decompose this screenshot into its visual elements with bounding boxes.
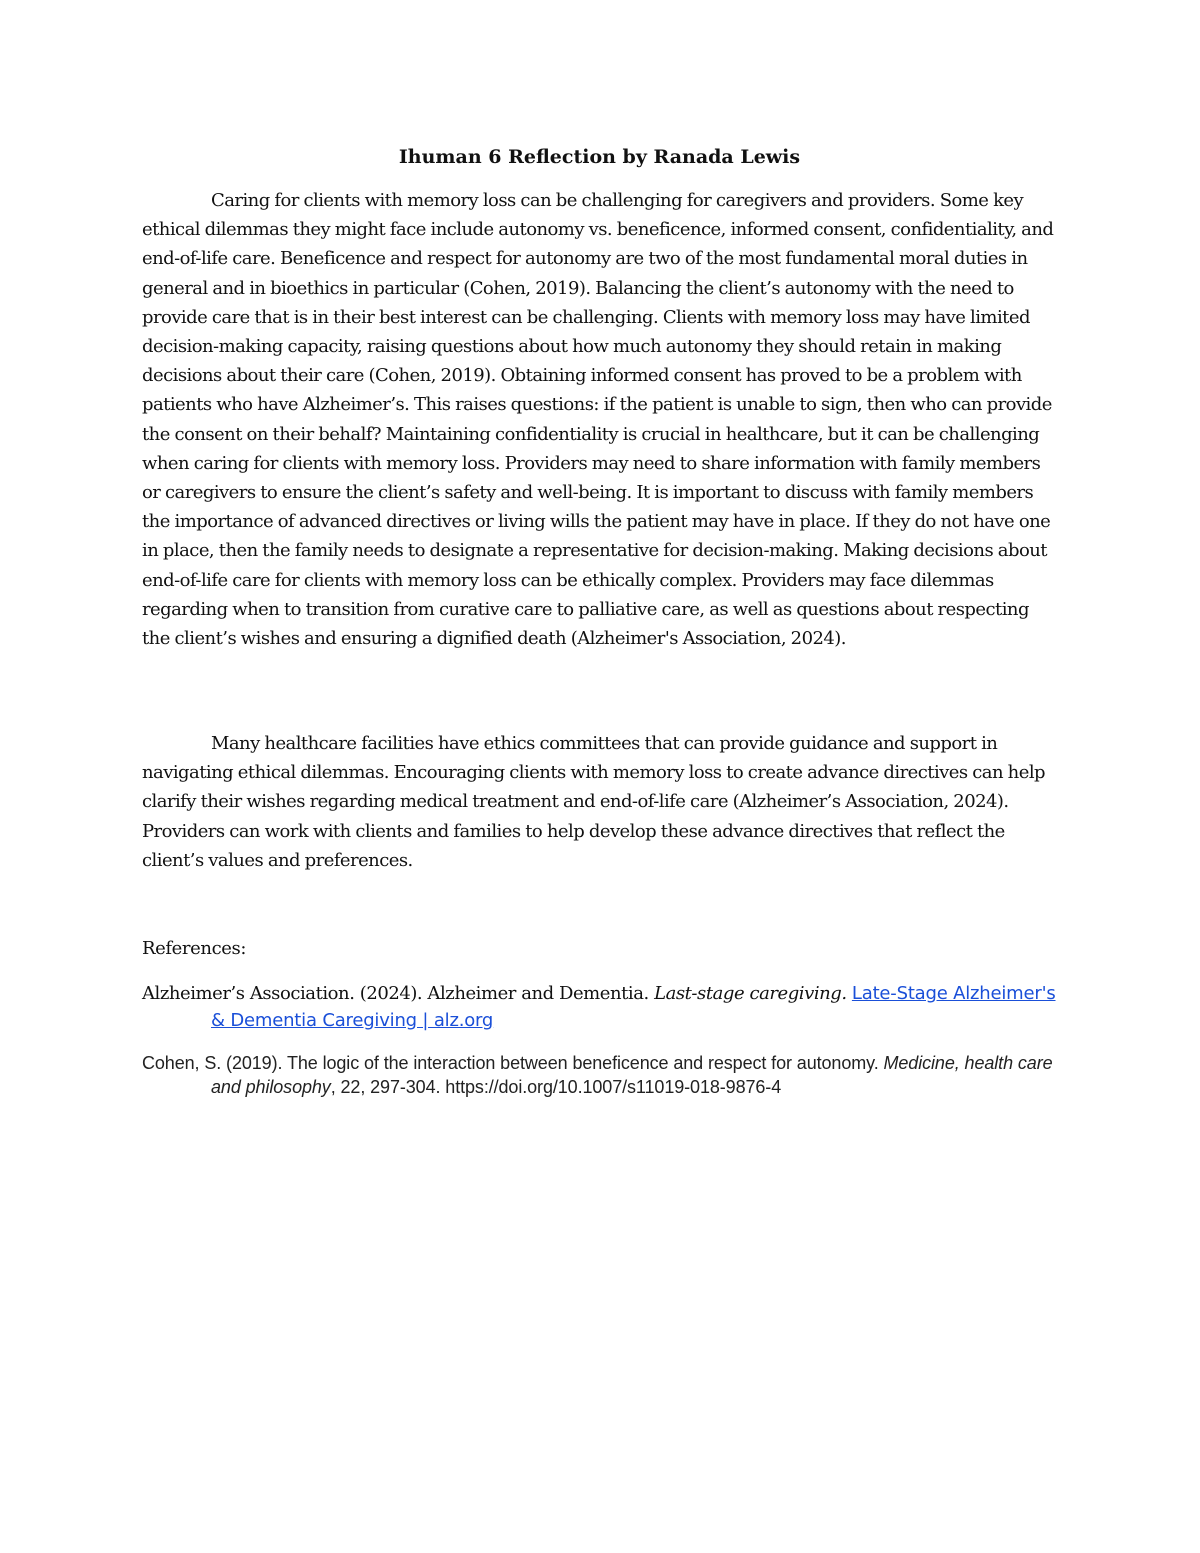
- reference-1-link[interactable]: Late-Stage Alzheimer's & Dementia Caregiving | alz.org: [211, 983, 1056, 1031]
- document-title: Ihuman 6 Reflection by Ranada Lewis: [398, 146, 801, 168]
- reference-entry-1: [142, 980, 1057, 1034]
- reference-2-citation: Cohen, S. (2019). The logic of the interaction between beneficence and respect for autonomy.: [142, 1053, 884, 1073]
- reference-2-details: , 22, 297-304. https://doi.org/10.1007/s11019-018-9876-4: [330, 1077, 782, 1097]
- references-heading: References:: [142, 938, 247, 959]
- reference-entry-2: [142, 1051, 1057, 1099]
- body-paragraph-2: Many healthcare facilities have ethics committees that can provide guidance and support in navigating ethical dilemmas. Encouraging clients with memory loss to create advance directives can help clarify their wishes regarding medical treatment and end-of-life care (Alzheimer’s Association, 2024). Providers can work with clients and families to help develop these advance directives that reflect the client’s values and preferences.: [142, 733, 1046, 871]
- reference-1-citation: Alzheimer’s Association. (2024). Alzheimer and Dementia.: [142, 983, 655, 1004]
- body-paragraph-1: Caring for clients with memory loss can be challenging for caregivers and providers. Some key ethical dilemmas they might face include autonomy vs. beneficence, informed consent, confidentiality, and end-of-life care. Beneficence and respect for autonomy are two of the most fundamental moral duties in general and in bioethics in particular (Cohen, 2019). Balancing the client’s autonomy with the need to provide care that is in their best interest can be challenging. Clients with memory loss may have limited decision-making capacity, raising questions about how much autonomy they should retain in making decisions about their care (Cohen, 2019). Obtaining informed consent has proved to be a problem with patients who have Alzheimer’s. This raises questions: if the patient is unable to sign, then who can provide the consent on their behalf? Maintaining confidentiality is crucial in healthcare, but it can be challenging when caring for clients with memory loss. Providers may need to share information with family members or caregivers to ensure the client’s safety and well-being. It is important to discuss with family members the importance of advanced directives or living wills the patient may have in place. If they do not have one in place, then the family needs to designate a representative for decision-making. Making decisions about end-of-life care for clients with memory loss can be ethically complex. Providers may face dilemmas regarding when to transition from curative care to palliative care, as well as questions about respecting the client’s wishes and ensuring a dignified death (Alzheimer's Association, 2024).: [142, 190, 1054, 650]
- reference-1-italic-title: Last-stage caregiving.: [654, 983, 847, 1004]
- reference-2-journal: Medicine, health care and philosophy: [211, 1053, 1053, 1097]
